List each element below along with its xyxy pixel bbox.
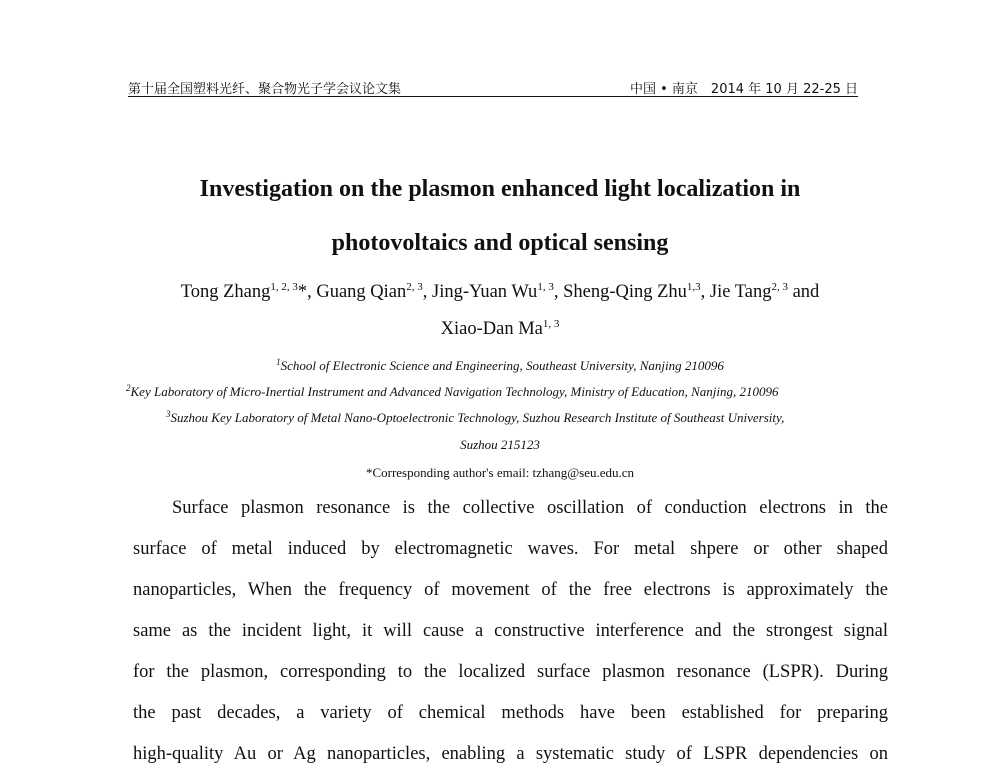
header-location-date: 中国 • 南京 2014 年 10 月 22-25 日 <box>630 82 858 97</box>
author-name: Sheng-Qing Zhu <box>563 282 687 302</box>
header-conference-name: 第十届全国塑料光纤、聚合物光子学会议论文集 <box>128 82 402 97</box>
body-line <box>172 498 888 519</box>
author-affiliation-sup: 2, 3 <box>406 281 423 293</box>
author-affiliation-sup: 2, 3 <box>771 281 788 293</box>
body-line-text: nanoparticles, When the frequency of movement of the free electrons is approximately the <box>133 580 888 600</box>
body-line <box>133 539 888 560</box>
paper-title-line-1: Investigation on the plasmon enhanced light localization in <box>199 176 801 202</box>
author-name: Tong Zhang <box>180 282 271 302</box>
body-line <box>133 580 888 601</box>
affiliation-text: Suzhou Key Laboratory of Metal Nano-Optoelectronic Technology, Suzhou Research Institute of Southeast University, <box>170 410 785 425</box>
body-line-text: same as the incident light, it will cause a constructive interference and the strongest signal <box>133 621 888 641</box>
body-line <box>133 621 888 642</box>
body-line-text: the past decades, a variety of chemical methods have been established for preparing <box>133 703 888 723</box>
author-and: and <box>792 282 820 302</box>
author-name: Jing-Yuan Wu <box>432 282 538 302</box>
affiliation-text: School of Electronic Science and Engineering, Southeast University, Nanjing 210096 <box>280 358 724 373</box>
body-line <box>133 744 888 765</box>
affiliation-sup: 3 <box>166 409 171 419</box>
author-affiliation-sup: 1,3 <box>686 281 701 293</box>
body-line <box>133 703 888 724</box>
author-name: Guang Qian <box>316 282 407 302</box>
paper-title-line-2: photovoltaics and optical sensing <box>331 230 669 256</box>
author-name: Xiao-Dan Ma <box>440 319 543 339</box>
affiliation-3 <box>166 410 784 426</box>
proceedings-header <box>128 74 858 97</box>
author-list-continued <box>0 319 1000 340</box>
affiliation-2 <box>126 384 779 400</box>
affiliation-sup: 2 <box>126 383 131 393</box>
affiliation-1 <box>0 358 1000 374</box>
body-line-text: for the plasmon, corresponding to the localized surface plasmon resonance (LSPR). During <box>133 662 888 682</box>
affiliation-3-continued: Suzhou 215123 <box>460 437 540 452</box>
author-affiliation-sup: 1, 3 <box>537 281 554 293</box>
affiliation-text: Key Laboratory of Micro-Inertial Instrument and Advanced Navigation Technology, Ministry of Education, Nanjing, 210096 <box>130 384 779 399</box>
body-line-text: Surface plasmon resonance is the collective oscillation of conduction electrons in the <box>172 498 888 518</box>
body-line-text: surface of metal induced by electromagnetic waves. For metal shpere or other shaped <box>133 539 888 559</box>
body-line <box>133 662 888 683</box>
author-name: Jie Tang <box>709 282 772 302</box>
author-list: Tong Zhang$^{1, 2, 3}$*, Guang Qian$^{2, 3}$, Jing-Yuan Wu$^{1, 3}$, Sheng-Qing Zhu$^{1,3}$, Jie Tang$^{2, 3}$ and <box>180 281 820 302</box>
corresponding-email: *Corresponding author's email: tzhang@seu.edu.cn <box>365 465 635 480</box>
affiliation-sup: 1 <box>276 357 281 367</box>
body-line-text: high-quality Au or Ag nanoparticles, enabling a systematic study of LSPR dependencies on <box>133 744 888 764</box>
corresponding-mark: * <box>297 282 308 302</box>
author-affiliation-sup: 1, 3 <box>542 318 560 330</box>
author-affiliation-sup: 1, 2, 3 <box>270 281 298 293</box>
